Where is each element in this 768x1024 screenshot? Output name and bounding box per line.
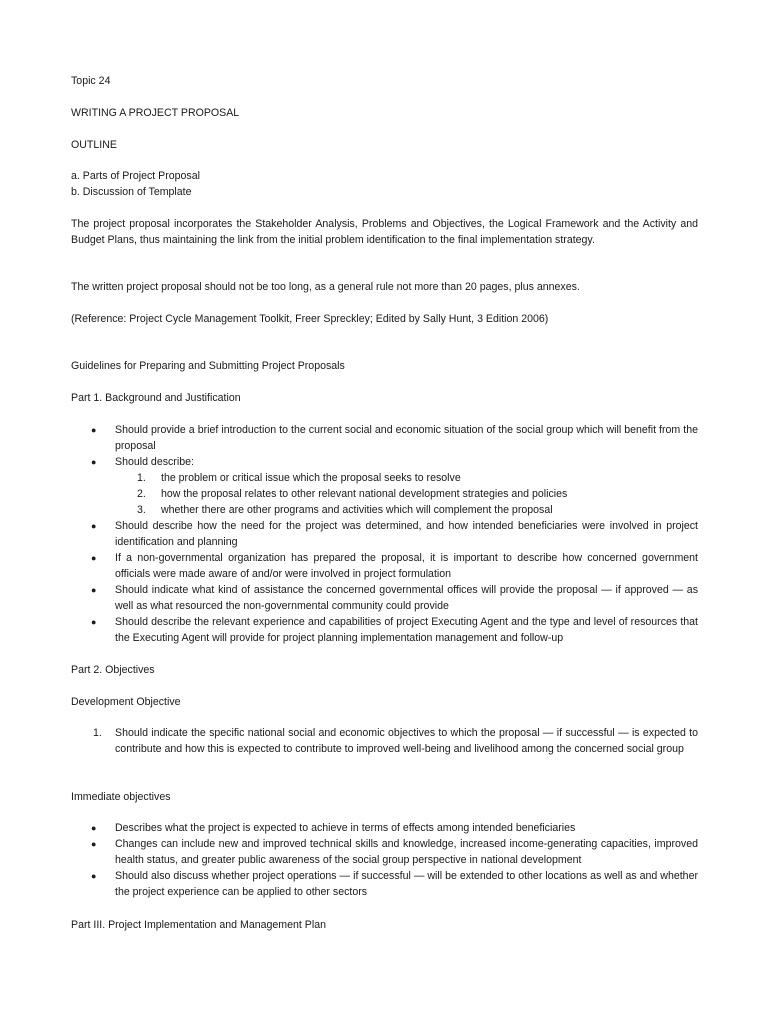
list-item: [71, 550, 698, 582]
list-item-number: 1.: [93, 727, 102, 739]
list-item-text: Should provide a brief introduction to the current social and economic situation of the social group which will benefit from the proposal: [115, 424, 698, 452]
sub-list-item: [71, 502, 698, 518]
list-item-text: Should also discuss whether project operations — if successful — will be extended to other locations as well as and whether the project experience can be applied to other sectors: [115, 870, 698, 898]
list-item-text: Should indicate the specific national social and economic objectives to which the proposal — if successful — is expected to contribute and how this is expected to contribute to improved well-being and livelihood among the concerned social group: [115, 727, 698, 755]
outline-heading: OUTLINE: [71, 139, 117, 151]
sub-list-item: [71, 470, 698, 486]
document-title: WRITING A PROJECT PROPOSAL: [71, 107, 240, 119]
intro-paragraph: The project proposal incorporates the Stakeholder Analysis, Problems and Objectives, the Logical Framework and the Activity and Budget Plans, thus maintaining the link from the initial problem identification to the final implementation strategy.: [71, 218, 698, 246]
sub-list-item: [71, 486, 698, 502]
development-objective-list: [71, 725, 698, 757]
bullet-icon: ●: [91, 521, 97, 531]
list-item: [71, 820, 698, 836]
sub-item-text: how the proposal relates to other relevant national development strategies and policies: [161, 488, 568, 500]
immediate-objectives-heading: Immediate objectives: [71, 791, 171, 803]
bullet-icon: ●: [91, 839, 97, 849]
list-item: [71, 518, 698, 550]
guidelines-heading: Guidelines for Preparing and Submitting Project Proposals: [71, 360, 345, 372]
list-item-text: Should indicate what kind of assistance the concerned governmental offices will provide the proposal — if approved — as well as what resourced the non-governmental community could provide: [115, 584, 698, 612]
bullet-icon: ●: [91, 823, 97, 833]
list-item: [71, 725, 698, 757]
bullet-icon: ●: [91, 617, 97, 627]
list-item: [71, 868, 698, 900]
bullet-icon: ●: [91, 871, 97, 881]
bullet-icon: ●: [91, 457, 97, 467]
list-item-text: Should describe the relevant experience and capabilities of project Executing Agent and the type and level of resources that the Executing Agent will provide for project planning implementation management and follow-up: [115, 616, 698, 644]
sub-item-text: the problem or critical issue which the proposal seeks to resolve: [161, 472, 461, 484]
bullet-icon: ●: [91, 425, 97, 435]
list-item: [71, 582, 698, 614]
part3-heading: Part III. Project Implementation and Management Plan: [71, 919, 326, 931]
part1-bullet-list: [71, 422, 698, 646]
list-item-text: Describes what the project is expected to achieve in terms of effects among intended beneficiaries: [115, 822, 576, 834]
list-item-text: Should describe:: [115, 456, 194, 468]
topic-label: Topic 24: [71, 75, 111, 87]
reference-note: (Reference: Project Cycle Management Toolkit, Freer Spreckley; Edited by Sally Hunt, 3 Edition 2006): [71, 313, 549, 325]
outline-item: b. Discussion of Template: [71, 186, 192, 198]
immediate-objectives-list: [71, 820, 698, 900]
part1-heading: Part 1. Background and Justification: [71, 392, 241, 404]
list-item: [71, 614, 698, 646]
sub-item-number: 2.: [137, 488, 146, 500]
outline-item: a. Parts of Project Proposal: [71, 170, 200, 182]
list-item-text: Should describe how the need for the project was determined, and how intended beneficiaries were involved in project identification and planning: [115, 520, 698, 548]
list-item: [71, 454, 698, 470]
part2-heading: Part 2. Objectives: [71, 664, 155, 676]
sub-item-number: 3.: [137, 504, 146, 516]
sub-item-number: 1.: [137, 472, 146, 484]
list-item: [71, 836, 698, 868]
bullet-icon: ●: [91, 553, 97, 563]
list-item-text: If a non-governmental organization has prepared the proposal, it is important to describe how concerned government officials were made aware of and/or were involved in project formulation: [115, 552, 698, 580]
length-note: The written project proposal should not be too long, as a general rule not more than 20 pages, plus annexes.: [71, 281, 580, 293]
sub-item-text: whether there are other programs and activities which will complement the proposal: [161, 504, 553, 516]
list-item-text: Changes can include new and improved technical skills and knowledge, increased income-generating capacities, improved health status, and greater public awareness of the social group perspective in national development: [115, 838, 698, 866]
development-objective-heading: Development Objective: [71, 696, 181, 708]
bullet-icon: ●: [91, 585, 97, 595]
list-item: [71, 422, 698, 454]
